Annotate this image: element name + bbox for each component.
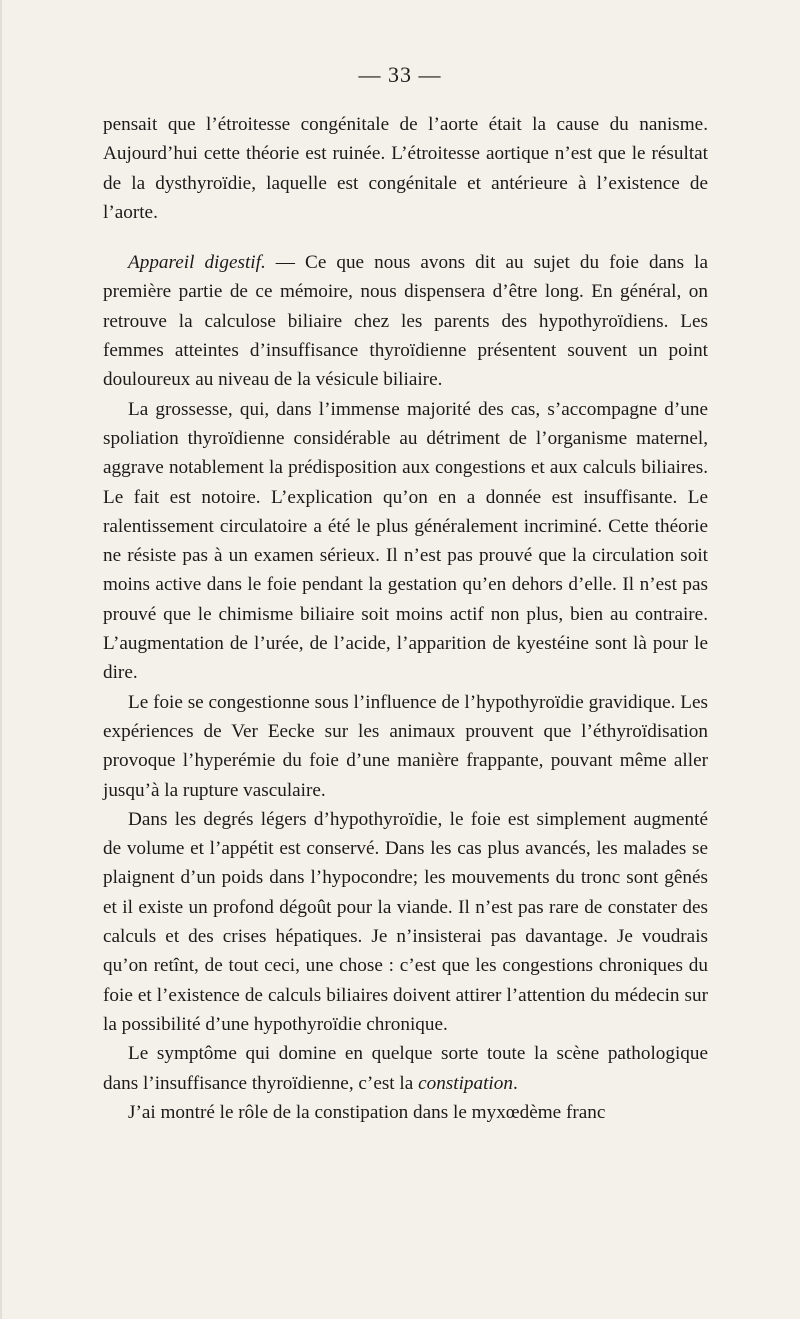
paragraph-pregnancy: La grossesse, qui, dans l’immense majorité des cas, s’accompagne d’une spoliation thyroïdienne considérable au détriment de l’organisme maternel, aggrave notablement la prédisposition aux congestions et aux calculs biliaires. Le fait est notoire. L’explication qu’on en a donnée est insuffisante. Le ralentissement circulatoire a été le plus généralement incriminé. Cette théorie ne résiste pas à un examen sérieux. Il n’est pas prouvé que la circulation soit moins active dans le foie pendant la gestation qu’en dehors d’elle. Il n’est pas prouvé que le chimisme biliaire soit moins actif non plus, bien au contraire. L’augmentation de l’urée, de l’acide, l’apparition de kyestéine sont là pour le dire. xyxy=(103,398,708,684)
paragraph-constipation-text: Le symptôme qui domine en quelque sorte toute la scène pathologique dans l’insuffisance thyroïdienne, c’est la xyxy=(103,1043,708,1094)
paragraph-hypothyroid-degrees: Dans les degrés légers d’hypothyroïdie, le foie est simplement augmenté de volume et l’appétit est conservé. Dans les cas plus avancés, les malades se plaignent d’un poids dans l’hypocondre; les mouvements du tronc sont gênés et il existe un profond dégoût pour la viande. Il n’est pas rare de constater des calculs et des crises hépatiques. Je n’insisterai pas davantage. Je voudrais qu’on retînt, de tout ceci, une chose : c’est que les congestions chroniques du foie et l’existence de calculs biliaires doivent attirer l’attention du médecin sur la possibilité d’une hypothyroïdie chronique. xyxy=(103,808,708,1035)
section-heading-digestive: Appareil digestif. xyxy=(128,252,266,274)
paragraph-digestive-system xyxy=(103,248,708,394)
paragraph-constipation-end: . xyxy=(512,1072,518,1094)
page-edge xyxy=(0,0,2,1319)
paragraph-constipation xyxy=(103,1039,708,1098)
emphasis-constipation: constipation xyxy=(418,1072,513,1094)
page-number: — 33 — xyxy=(358,62,442,87)
paragraph-aorta: pensait que l’étroitesse congénitale de l’aorte était la cause du nanisme. Aujourd’hui cette théorie est ruinée. L’étroitesse aortique n’est que le résultat de la dysthyroïdie, laquelle est congénitale et antérieure à l’existence de l’aorte. xyxy=(103,114,708,223)
paragraph-myxedema: J’ai montré le rôle de la constipation dans le myxœdème franc xyxy=(128,1101,606,1123)
paragraph-digestive-body: — Ce que nous avons dit au sujet du foie dans la première partie de ce mémoire, nous dispensera d’être long. En général, on retrouve la calculose biliaire chez les parents des hypothyroïdiens. Les femmes atteintes d’insuffisance thyroïdienne présentent souvent un point douloureux au niveau de la vésicule biliaire. xyxy=(103,252,708,391)
text-body xyxy=(103,110,708,1127)
paragraph-liver-congestion: Le foie se congestionne sous l’influence de l’hypothyroïdie gravidique. Les expériences de Ver Eecke sur les animaux prouvent que l’éthyroïdisation provoque l’hyperémie du foie d’une manière frappante, pouvant même aller jusqu’à la rupture vasculaire. xyxy=(103,691,708,801)
